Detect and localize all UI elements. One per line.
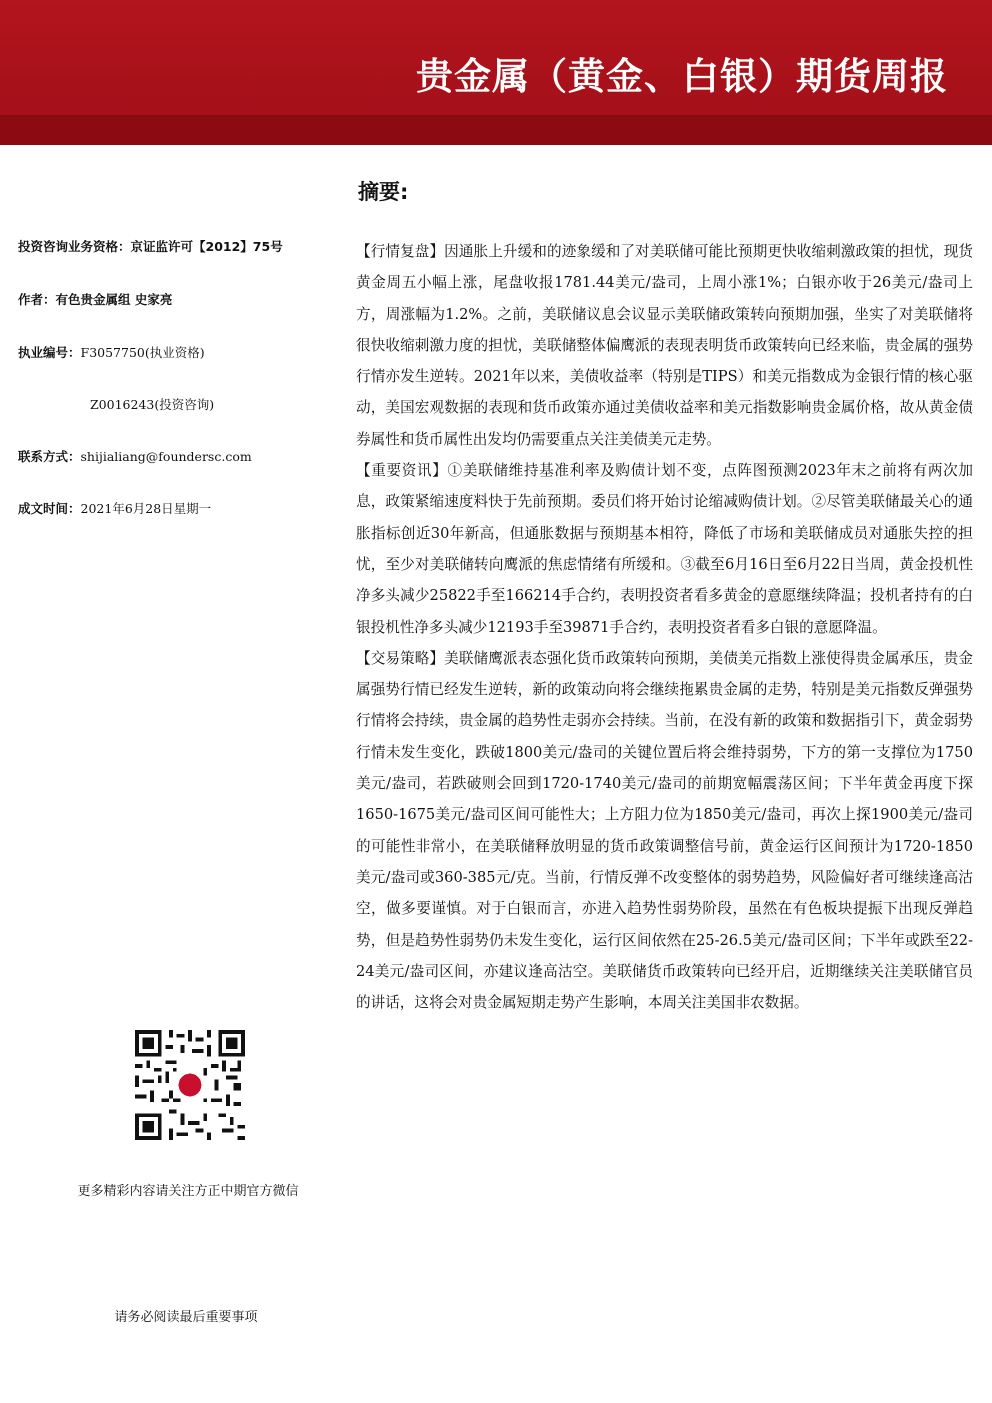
contact-row [18,447,252,465]
trading-strategy-paragraph: 【交易策略】美联储鹰派表态强化货币政策转向预期，美债美元指数上涨使得贵金属承压，贵金属强势行情已经发生逆转，新的政策动向将会继续拖累贵金属的走势，特别是美元指数反弹强势行情将会持续，贵金属的趋势性走弱亦会持续。当前，在没有新的政策和数据指引下，黄金弱势行情未发生变化，跌破1800美元/盎司的关键位置后将会维持弱势，下方的第一支撑位为1750美元/盎司，若跌破则会回到1720-1740美元/盎司的前期宽幅震荡区间；下半年黄金再度下探1650-1675美元/盎司区间可能性大；上方阻力位为1850美元/盎司，再次上探1900美元/盎司的可能性非常小，在美联储释放明显的货币政策调整信号前，黄金运行区间预计为1720-1850美元/盎司或360-385元/克。当前，行情反弹不改变整体的弱势趋势，风险偏好者可继续逢高沽空，做多要谨慎。对于白银而言，亦进入趋势性弱势阶段，虽然在有色板块提振下出现反弹趋势，但是趋势性弱势仍未发生变化，运行区间依然在25-26.5美元/盎司区间；下半年或跌至22-24美元/盎司区间，亦建议逢高沽空。美联储货币政策转向已经开启，近期继续关注美联储官员的讲话，这将会对贵金属短期走势产生影响，本周关注美国非农数据。 [356,649,973,1012]
contact-email[interactable]: shijialiang@foundersc.com [80,449,252,464]
license-row-2 [90,395,214,413]
author-row [18,290,172,308]
author-label: 作者： [18,292,56,307]
date-label: 成文时间： [18,501,81,516]
qualification-row [18,237,283,255]
date-row [18,499,211,517]
license-label: 执业编号： [18,345,81,360]
abstract-heading: 摘要: [358,180,409,204]
license-value-1: F3057750(执业资格) [80,345,205,360]
contact-label: 联系方式： [18,449,81,464]
qualification-label: 投资咨询业务资格： [18,239,131,254]
header-band [0,115,992,145]
abstract-body [356,236,973,1018]
qualification-value: 京证监许可【2012】75号 [130,239,283,254]
key-news-paragraph: 【重要资讯】①美联储维持基准利率及购债计划不变，点阵图预测2023年末之前将有两次加息，政策紧缩速度料快于先前预期。委员们将开始讨论缩减购债计划。②尽管美联储最关心的通胀指标创近30年新高，但通胀数据与预期基本相符，降低了市场和美联储成员对通胀失控的担忧，至少对美联储转向鹰派的焦虑情绪有所缓和。③截至6月16日至6月22日当周，黄金投机性净多头减少25822手至166214手合约，表明投资者看多黄金的意愿继续降温；投机者持有的白银投机性净多头减少12193手至39871手合约，表明投资者看多白银的意愿降温。 [356,462,973,636]
license-value-2: Z0016243(投资咨询) [90,397,215,412]
wechat-qr-code [135,1030,245,1140]
report-title: 贵金属（黄金、白银）期货周报 [416,55,948,98]
qr-caption: 更多精彩内容请关注方正中期官方微信 [77,1184,299,1199]
market-review-paragraph: 【行情复盘】因通胀上升缓和的迹象缓和了对美联储可能比预期更快收缩刺激政策的担忧，现货黄金周五小幅上涨，尾盘收报1781.44美元/盎司，上周小涨1%；白银亦收于26美元/盎司上方，周涨幅为1.2%。之前，美联储议息会议显示美联储政策转向预期加强，坐实了对美联储将很快收缩刺激力度的担忧，美联储整体偏鹰派的表现表明货币政策转向已经来临，贵金属的强势行情亦发生逆转。2021年以来，美债收益率（特别是TIPS）和美元指数成为金银行情的核心驱动，美国宏观数据的表现和货币政策亦通过美债收益率和美元指数影响贵金属价格，故从黄金债券属性和货币属性出发均仍需要重点关注美债美元走势。 [356,243,973,448]
license-row [18,343,205,361]
disclaimer-notice: 请务必阅读最后重要事项 [114,1310,258,1325]
author-value: 有色贵金属组 史家亮 [55,292,173,307]
date-value: 2021年6月28日星期一 [80,501,212,516]
qr-logo-icon [179,1074,202,1097]
header-banner [0,0,992,145]
